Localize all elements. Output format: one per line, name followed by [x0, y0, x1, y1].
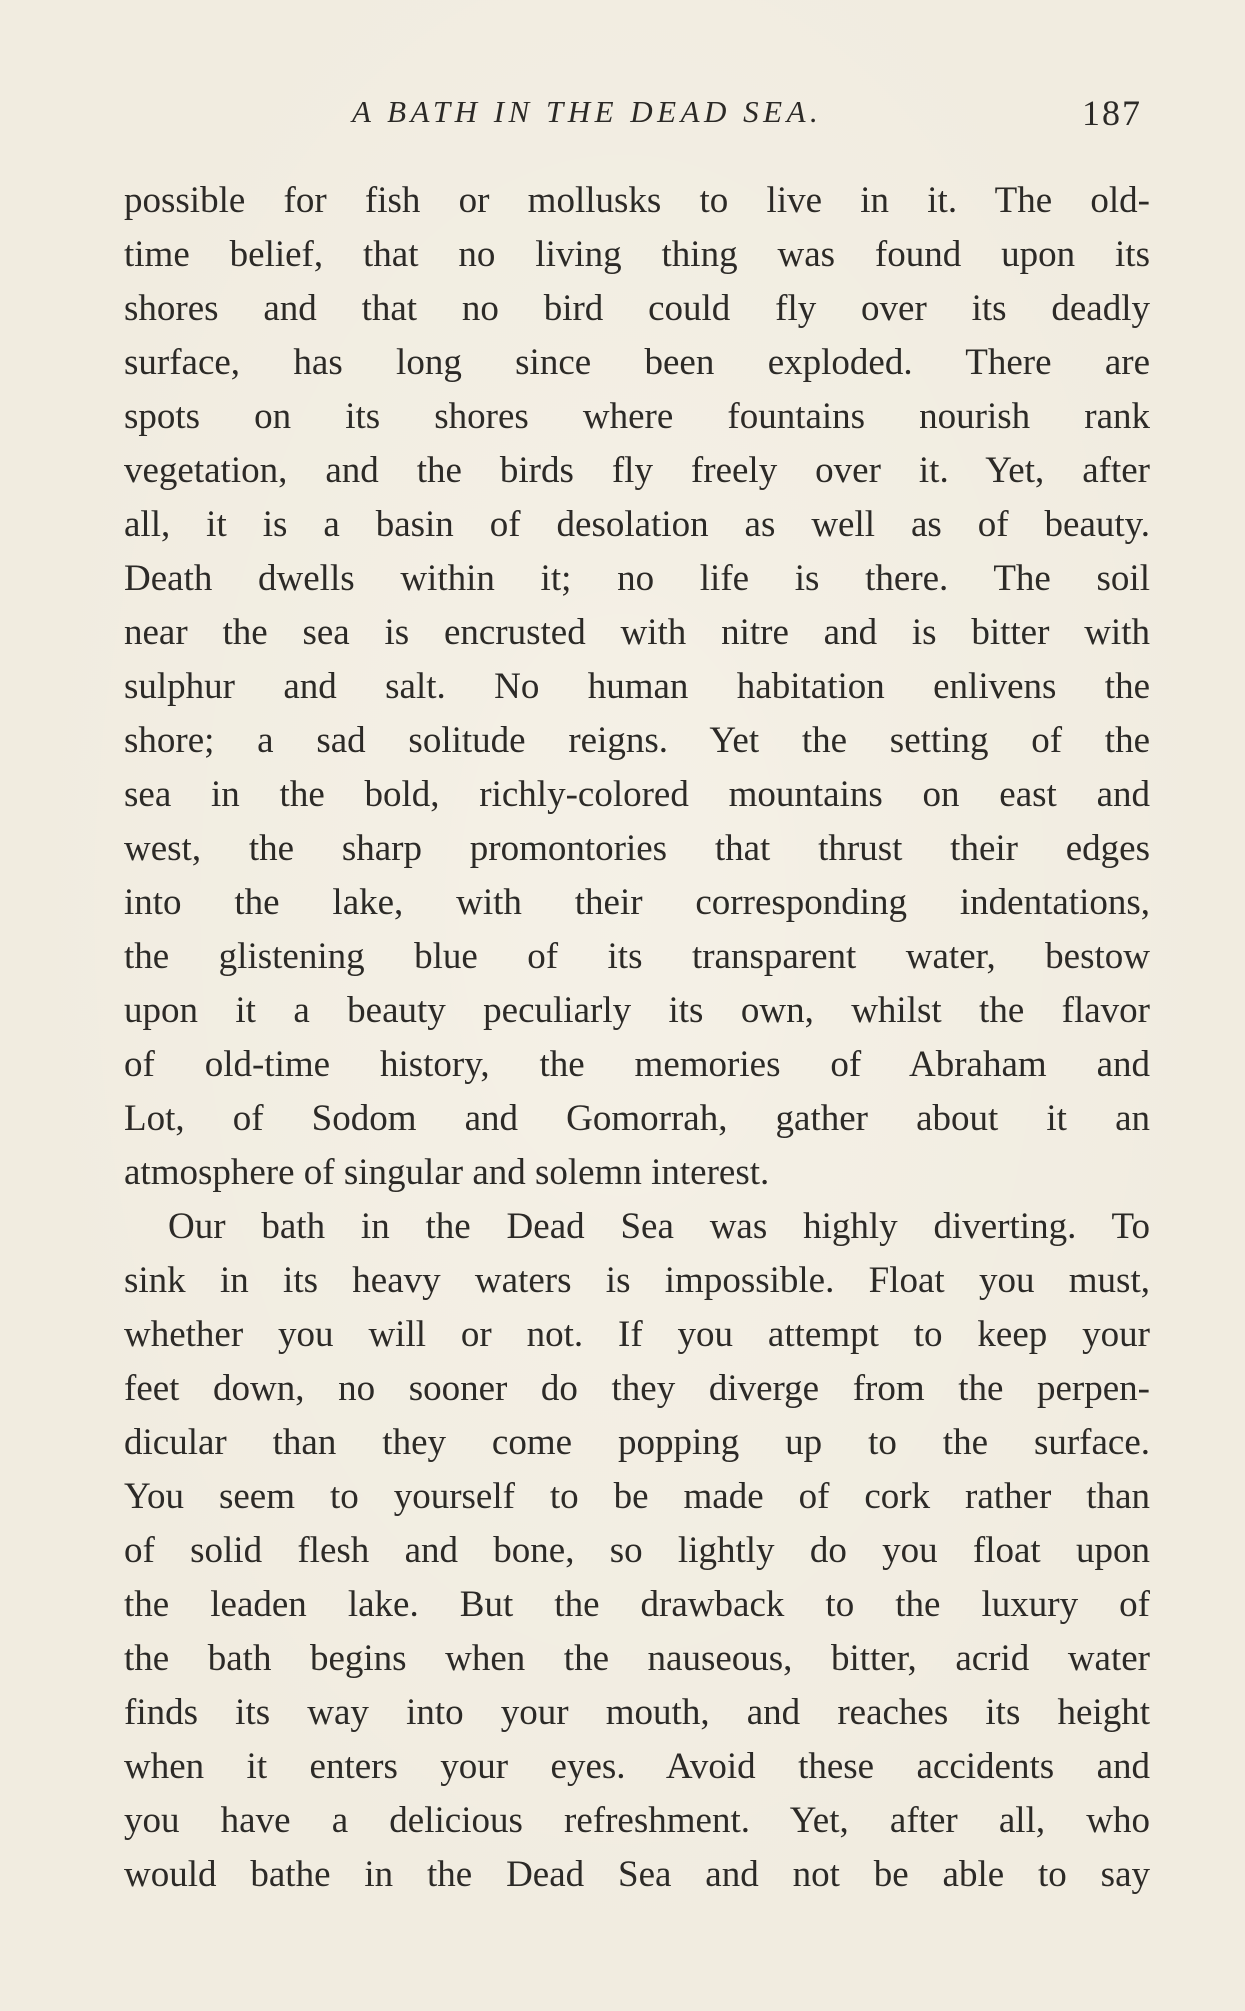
text-line: whether you will or not. If you attempt to keep your: [124, 1314, 1150, 1355]
text-line: Lot, of Sodom and Gomorrah, gather about it an: [124, 1098, 1150, 1139]
text-line: the leaden lake. But the drawback to the luxury of: [124, 1584, 1150, 1625]
text-line: time belief, that no living thing was found upon its: [124, 234, 1150, 275]
running-head: [122, 92, 1150, 142]
text-line: all, it is a basin of desolation as well as of beauty.: [124, 504, 1150, 545]
text-line: would bathe in the Dead Sea and not be able to say: [124, 1854, 1150, 1895]
text-line: of solid flesh and bone, so lightly do you float upon: [124, 1530, 1150, 1571]
text-line: spots on its shores where fountains nourish rank: [124, 396, 1150, 437]
running-title: A BATH IN THE DEAD SEA.: [352, 94, 823, 129]
text-line: shores and that no bird could fly over its deadly: [124, 288, 1150, 329]
text-line: when it enters your eyes. Avoid these accidents and: [124, 1746, 1150, 1787]
text-line: shore; a sad solitude reigns. Yet the setting of the: [124, 720, 1150, 761]
page-number: 187: [1082, 93, 1142, 133]
text-line: into the lake, with their corresponding indentations,: [124, 882, 1150, 923]
text-line: of old-time history, the memories of Abraham and: [124, 1044, 1150, 1085]
text-line: sink in its heavy waters is impossible. Float you must,: [124, 1260, 1150, 1301]
text-line: near the sea is encrusted with nitre and is bitter with: [124, 612, 1150, 653]
paragraph-end-line: atmosphere of singular and solemn interest.: [124, 1152, 770, 1193]
text-line: the bath begins when the nauseous, bitter, acrid water: [124, 1638, 1150, 1679]
text-line: vegetation, and the birds fly freely over it. Yet, after: [124, 450, 1150, 491]
text-line: sea in the bold, richly-colored mountains on east and: [124, 774, 1150, 815]
text-line: You seem to yourself to be made of cork rather than: [124, 1476, 1150, 1517]
text-line: possible for fish or mollusks to live in it. The old-: [124, 180, 1150, 221]
text-line: feet down, no sooner do they diverge from the perpen-: [124, 1368, 1150, 1409]
text-line: dicular than they come popping up to the surface.: [124, 1422, 1150, 1463]
text-line: the glistening blue of its transparent water, bestow: [124, 936, 1150, 977]
text-line: west, the sharp promontories that thrust their edges: [124, 828, 1150, 869]
text-line: sulphur and salt. No human habitation enlivens the: [124, 666, 1150, 707]
text-line: upon it a beauty peculiarly its own, whilst the flavor: [124, 990, 1150, 1031]
paragraph-start-line: Our bath in the Dead Sea was highly diverting. To: [168, 1206, 1150, 1247]
text-line: you have a delicious refreshment. Yet, after all, who: [124, 1800, 1150, 1841]
body-text: [124, 174, 1150, 1902]
text-line: Death dwells within it; no life is there. The soil: [124, 558, 1150, 599]
text-line: surface, has long since been exploded. There are: [124, 342, 1150, 383]
text-line: finds its way into your mouth, and reaches its height: [124, 1692, 1150, 1733]
